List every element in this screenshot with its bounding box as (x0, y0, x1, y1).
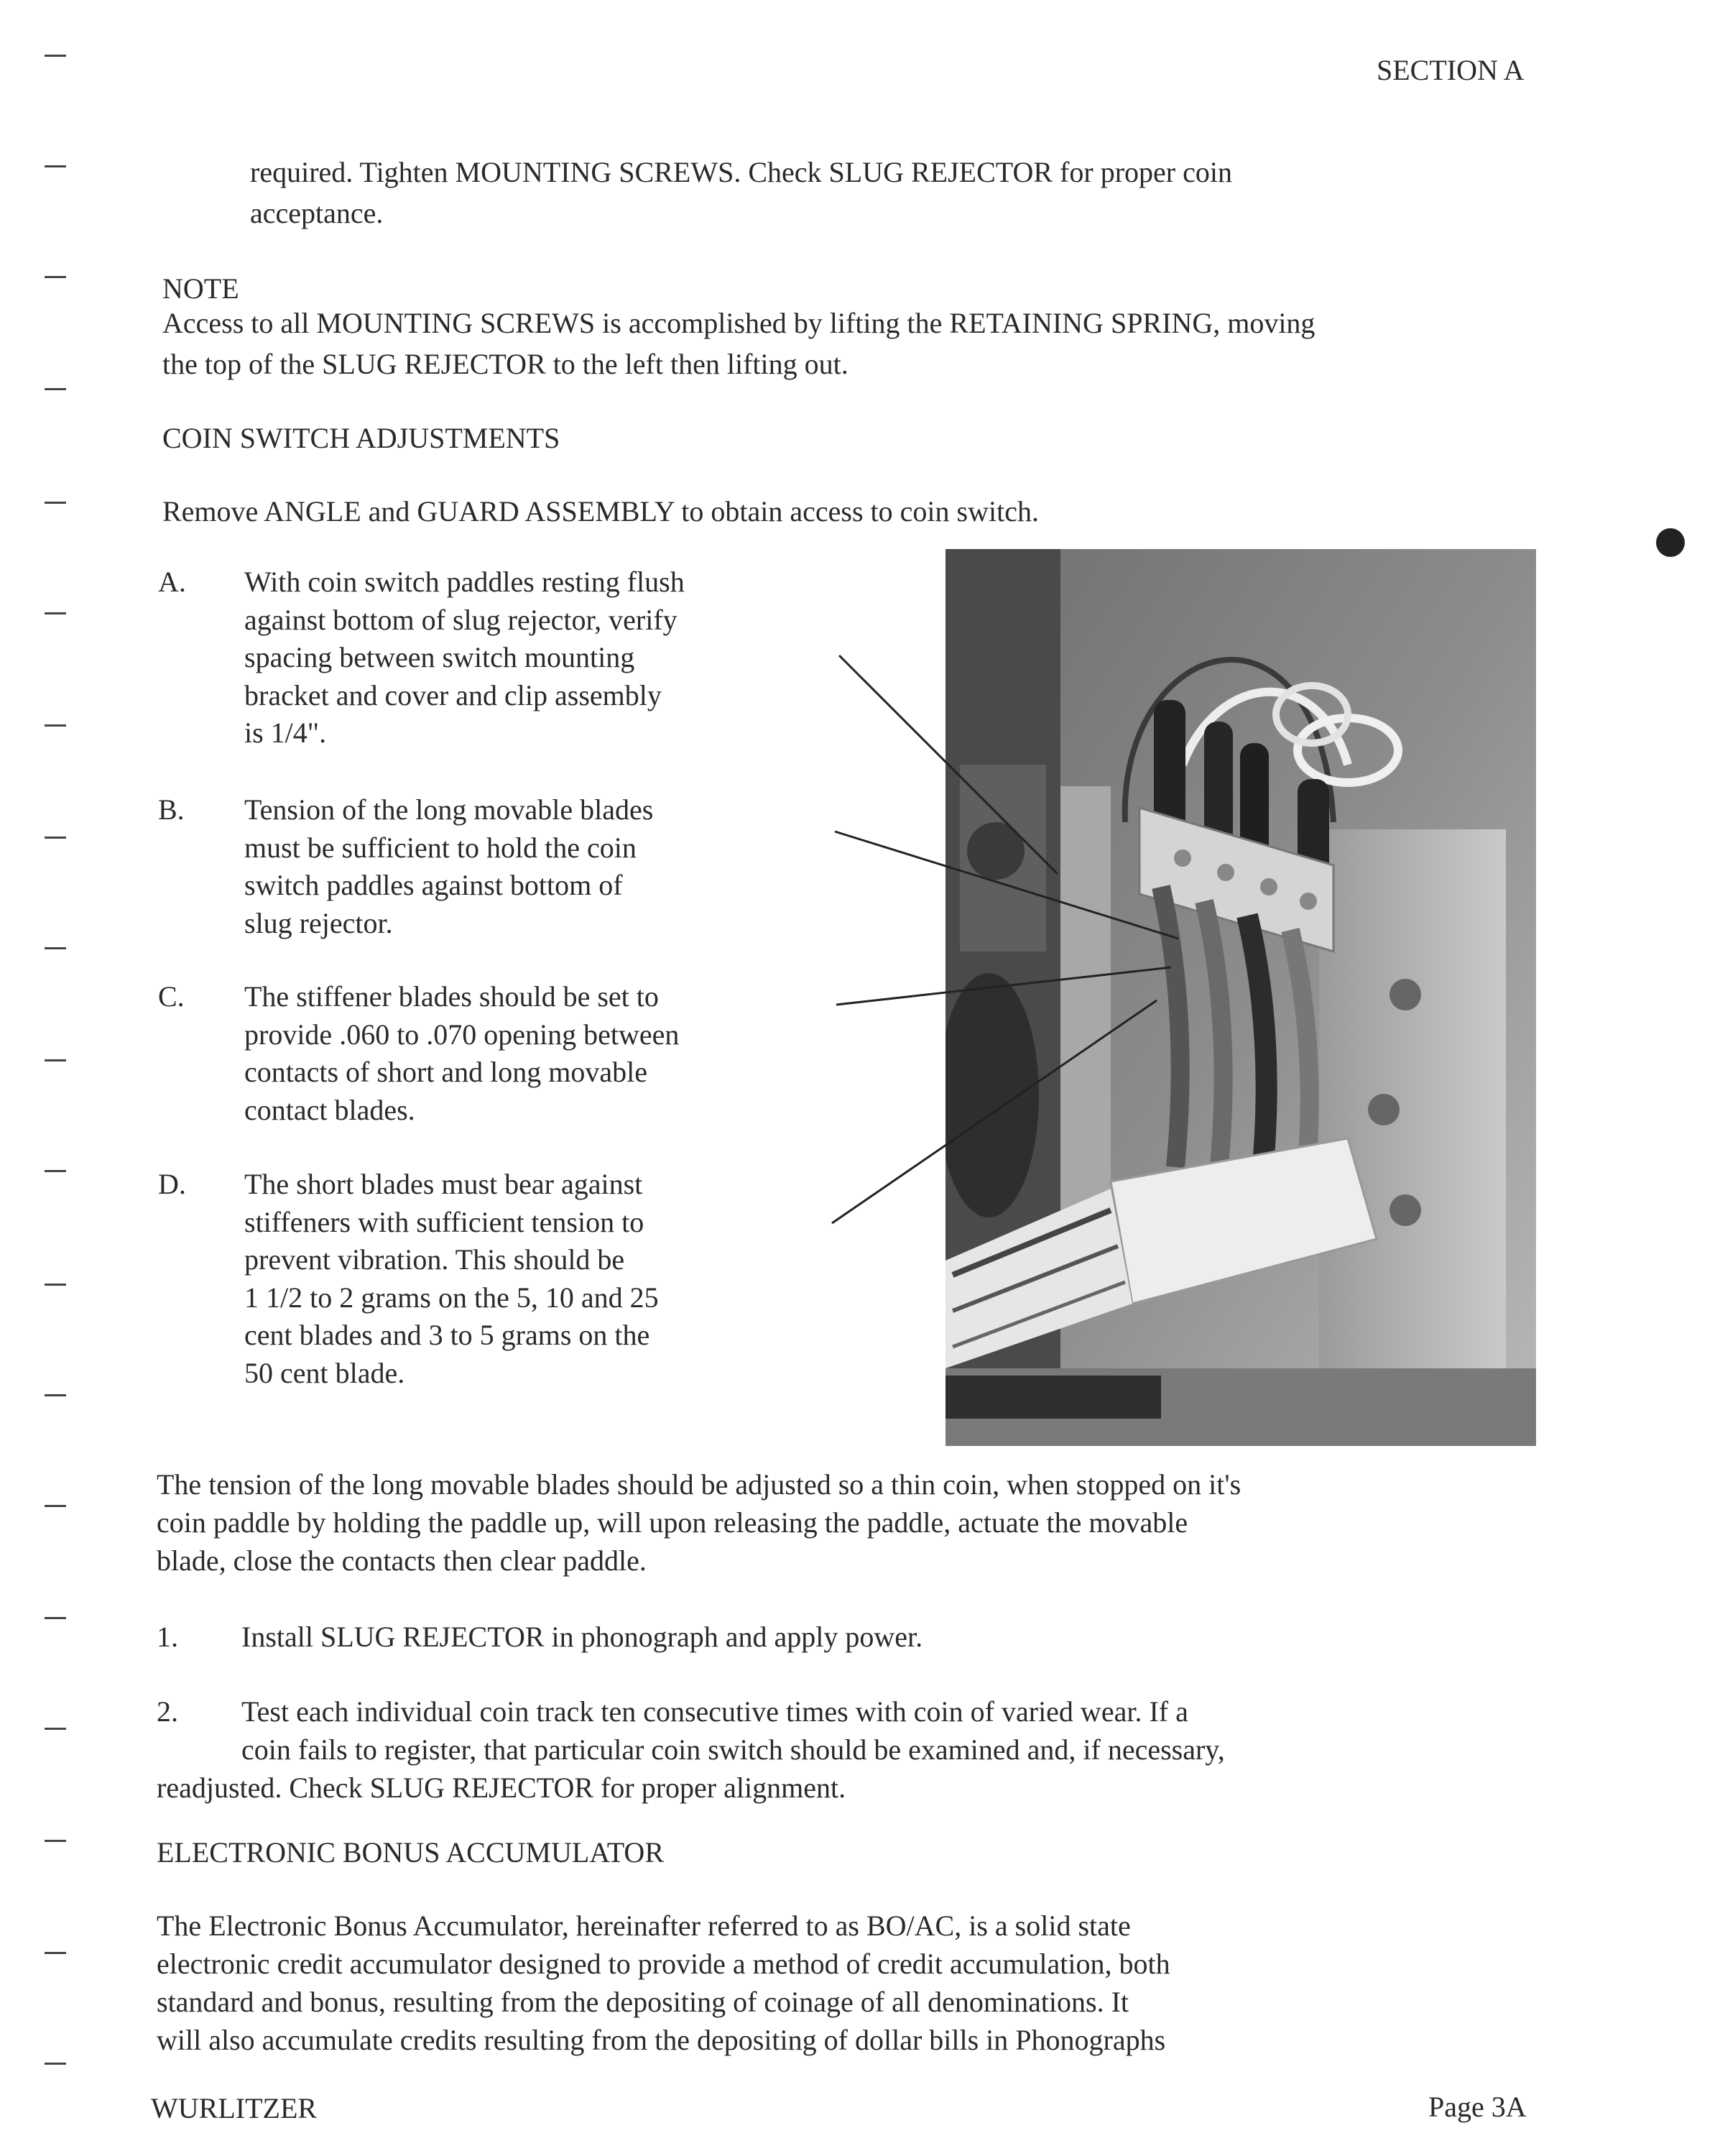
item-line: must be sufficient to hold the coin (244, 831, 637, 864)
margin-mark (45, 612, 66, 614)
page-number: Page 3A (1428, 2091, 1527, 2123)
footer-brand: WURLITZER (151, 2092, 318, 2124)
tension-line: The tension of the long movable blades should be adjusted so a thin coin, when stopped on it's (157, 1468, 1242, 1501)
item-line: Tension of the long movable blades (244, 793, 654, 826)
step-line: Install SLUG REJECTOR in phonograph and apply power. (241, 1621, 923, 1653)
margin-mark (45, 1170, 66, 1172)
margin-mark (45, 55, 66, 57)
item-text-c (244, 978, 819, 1129)
item-line: contacts of short and long movable (244, 1056, 647, 1088)
margin-mark (45, 1728, 66, 1730)
item-letter-b: B. (158, 793, 185, 826)
step-number: 2. (157, 1695, 178, 1728)
item-line: provide .060 to .070 opening between (244, 1018, 680, 1051)
item-line: switch paddles against bottom of (244, 869, 623, 901)
margin-mark (45, 1284, 66, 1286)
item-line: spacing between switch mounting (244, 641, 635, 673)
coin-switch-photo (945, 549, 1536, 1446)
item-line: bracket and cover and clip assembly (244, 678, 662, 711)
margin-mark (45, 1952, 66, 1954)
section-heading: ELECTRONIC BONUS ACCUMULATOR (157, 1836, 664, 1869)
item-line: contact blades. (244, 1093, 415, 1126)
margin-mark (45, 724, 66, 727)
item-letter-c: C. (158, 980, 185, 1013)
item-letter-d: D. (158, 1168, 186, 1200)
margin-mark (45, 276, 66, 278)
item-text-b (244, 791, 819, 942)
margin-mark (45, 502, 66, 504)
bonus-line: The Electronic Bonus Accumulator, hereinafter referred to as BO/AC, is a solid state (157, 1909, 1131, 1942)
margin-mark (45, 1394, 66, 1396)
item-line: stiffeners with sufficient tension to (244, 1205, 644, 1238)
binder-hole-dot (1656, 528, 1685, 557)
item-line: 50 cent blade. (244, 1356, 405, 1389)
margin-mark (45, 1840, 66, 1842)
item-line: cent blades and 3 to 5 grams on the (244, 1319, 650, 1351)
section-heading: COIN SWITCH ADJUSTMENTS (162, 422, 560, 454)
step-line: readjusted. Check SLUG REJECTOR for proper alignment. (157, 1772, 846, 1804)
item-line: against bottom of slug rejector, verify (244, 603, 678, 636)
item-line: The short blades must bear against (244, 1168, 643, 1200)
item-text-a (244, 563, 819, 752)
margin-mark (45, 837, 66, 839)
step-line: coin fails to register, that particular coin switch should be examined and, if necessary, (241, 1733, 1225, 1766)
item-line: prevent vibration. This should be (244, 1243, 625, 1276)
bonus-line: standard and bonus, resulting from the depositing of coinage of all denominations. It (157, 1986, 1129, 2018)
margin-mark (45, 165, 66, 167)
item-letter-a: A. (158, 566, 186, 598)
margin-mark (45, 388, 66, 390)
tension-line: blade, close the contacts then clear paddle. (157, 1544, 647, 1577)
step-number: 1. (157, 1621, 178, 1653)
note-heading: NOTE (162, 272, 239, 305)
margin-mark (45, 2063, 66, 2065)
item-line: With coin switch paddles resting flush (244, 566, 685, 598)
item-text-d (244, 1166, 819, 1392)
item-line: 1 1/2 to 2 grams on the 5, 10 and 25 (244, 1281, 659, 1314)
step-line: Test each individual coin track ten consecutive times with coin of varied wear. If a (241, 1695, 1188, 1728)
bonus-line: will also accumulate credits resulting from the depositing of dollar bills in Phonographs (157, 2024, 1166, 2056)
instruction-line: Remove ANGLE and GUARD ASSEMBLY to obtain access to coin switch. (162, 495, 1039, 528)
item-line: is 1/4". (244, 717, 327, 749)
note-line: Access to all MOUNTING SCREWS is accomplished by lifting the RETAINING SPRING, moving (162, 307, 1316, 339)
intro-line: required. Tighten MOUNTING SCREWS. Check SLUG REJECTOR for proper coin (250, 156, 1232, 188)
intro-line: acceptance. (250, 197, 384, 229)
margin-mark (45, 1059, 66, 1061)
note-line: the top of the SLUG REJECTOR to the left then lifting out. (162, 348, 849, 380)
tension-line: coin paddle by holding the paddle up, will upon releasing the paddle, actuate the movable (157, 1506, 1188, 1539)
section-label: SECTION A (1377, 54, 1525, 86)
item-line: The stiffener blades should be set to (244, 980, 659, 1013)
margin-mark (45, 947, 66, 949)
bonus-line: electronic credit accumulator designed to provide a method of credit accumulation, both (157, 1948, 1170, 1980)
margin-mark (45, 1617, 66, 1619)
margin-mark (45, 1505, 66, 1507)
item-line: slug rejector. (244, 906, 393, 939)
